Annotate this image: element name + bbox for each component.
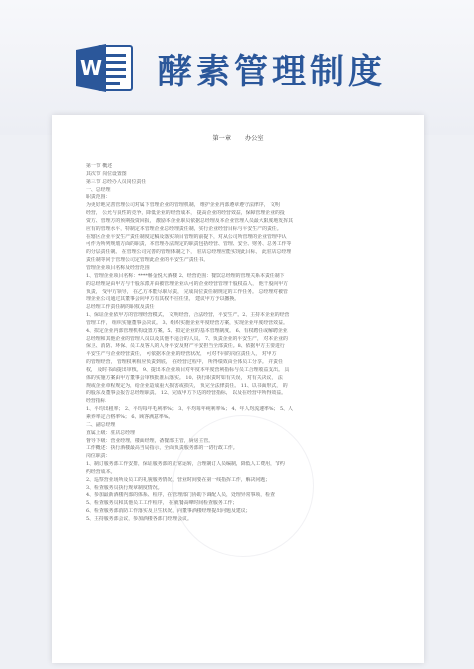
body-line: 的分层责任制。 在管理公司完善的管理体制之下， 驻店总经理应能实现此目标， 此驻店总经理 [86,249,292,256]
chapter-title: 办公室 [244,135,264,142]
body-line: 理企业公司通过其董事会向甲方有其权不往任里， 建议甲方予以撤换。 [86,296,240,303]
body-line: 其次节 岗位设置图 [86,170,127,177]
body-line: 规或企业章程规定为，给企业造成重大损害或损失， 负完全法律责任。 11、以书面形式， 的 [86,382,288,389]
body-line: 经营指标 [86,398,106,405]
body-line: 职责范围： [86,194,111,201]
body-line: 为更好地完善管理公司对属下管理企业的管理机制， 维护企业内部遵章遵守法律序， 文明 [86,202,280,209]
body-line: 一、总经理 [86,186,111,193]
body-line: 1、保证企业依甲方的管理经营模式， 文明经营，合法经营，平安生产。2、主持本企业的经营 [86,312,290,319]
body-line: 督导下级：营业经理，楼面经理，备餐部主管，厨房主管。 [86,437,214,444]
body-line: 素养率定合格率%； 6、顾客满意率%。 [86,414,174,420]
body-line: 4、参加最新酒楼内部的体系、程序，在管理部门协助下调配人员，处理异常事项，检查 [86,492,275,499]
document-body [86,163,392,524]
body-line: 工作概述：执行酒楼最高当局指示，全面负责服务部的一切行政工作。 [86,445,238,452]
body-line: 6、检查服务部消防工作落实及卫生状况，向董事酒楼经理提出问题及建议； [86,508,251,515]
body-line: 1、管理企业项目名称：****斛金悦大酒楼 2、经营范围：餐饮总经理的管理关系本责任制下 [86,272,285,279]
body-line: 体的实施方案由甲方董事会审核批准后落实。 10、执行职责时如有失误， 对有关决议， 法 [86,374,283,381]
chapter-heading [52,133,424,142]
body-line: 管理企业项目名称及经营范围 [86,264,150,271]
body-line: 的管理经营， 管理权利相应负责到底， 在经营过程中， 所得绩效由全体员工分享。 并责任 [86,359,283,366]
body-line: 管理工作， 组织实施董事会决议。 3、组织实施企业年度经营方案，实现企业年度经营效益。 [86,319,288,326]
body-line: 资方、管理方的预期投资回报， 激励本企业职员依据总经理及本企业管理人员最大限度地发挥其 [86,217,293,224]
body-line: 1、平均出租率； 2、平均每年毛利率%； 3、平均每年纯利率%； 4、年人均流速率%； 5、人 [86,406,293,413]
body-line: 4、拟定企业内部管理机构设置方案。5、拟定企业的基本管理制度。 6、有权聘任或解聘企业 [86,327,288,334]
body-line: 第三节 总经办人员岗位责任 [86,178,147,185]
body-line: 直属上级：驻店总经理 [86,429,135,436]
body-line: 总经理工作责任制的职权及责任 [86,304,155,311]
body-line: 负责， 受甲方领导， 在乙方本能尽职尽责， 完成岗位责任制规定的工作任务。 总经理对被管 [86,288,288,295]
word-document-icon [76,42,134,94]
document-title: 酵素管理制度 [158,52,386,92]
body-line: 2、巡察营业场所及员工的礼貌服务情况，营业时间要在第一线指挥工作，解决问题； [86,476,271,483]
body-line: 3、检查服务员执行规章制度情况。 [86,484,163,491]
body-line: 可作为所列规划方面的职责，本管理办法规定的职责包括经营、管理、安全、财务、总务工作等 [86,241,292,248]
body-line: 经营， 公允与良性的竞争，降低企业的经营成本， 提高企业的经营效益，保障管理企业的投 [86,210,285,217]
document-page [52,115,424,663]
body-line: 1、制订服务部工作安排，保证服务部的正常运转，合理制订人员编制，降低人工费用，节约 [86,461,285,468]
body-line: 总经理和其他企业的管理人员以及其他不适合的人员。 7、负责企业的平安生产， 对本企业的 [86,335,288,342]
body-line: 二、副总经理 [86,421,116,428]
body-line: 岗位职责： [86,453,111,460]
body-line: 在辖区企业平安生产责任制度定稿及落实项目管理的前提下，对从公司所管理的企业管理中认 [86,233,287,240]
body-line: 5、检查服务员和其他员工工作程序， 在就餐高峰时间检查服务工作； [86,500,238,507]
body-line: 权， 及时书面提出审核。 9、提出本企业项目对年度本年度营利指标与员工合理收益支出。 具 [86,366,290,373]
body-line: 5、主持服务部会议，参加酒楼各部门经理会议。 [86,515,192,522]
word-logo-letter: W [79,56,103,80]
body-line: 第一节 概述 [86,163,113,169]
body-line: 的股东及董事会报告总经理职责。 12、完成甲方下达的经营指标， 以及在经营中所得效益。 [86,390,287,397]
body-line: 平安生产与企业经营责任， 可依据本企业的经营状况， 可对不同的岗位责任人， 对甲方 [86,351,277,358]
body-line: 约经营成本。 [86,468,116,475]
body-line: 责任制等同于管理公司定管理此企业的平安生产责任书。 [86,257,209,264]
body-line: 应有的管理水平，特制定本管理企业总经理责任制，实行企业经营目标与平安生产的责任。 [86,225,282,232]
body-line: 保卫、消防、环保、员工及客人的人身平安及财产平安担当全部责任。8、依据甲方主要进行 [86,343,285,350]
chapter-number: 第一章 [212,135,232,142]
body-line: 的总经理是由甲方与干股东派并由被管理企业认可的企业经营管理干股权益人， 他干股向甲方 [86,280,289,287]
